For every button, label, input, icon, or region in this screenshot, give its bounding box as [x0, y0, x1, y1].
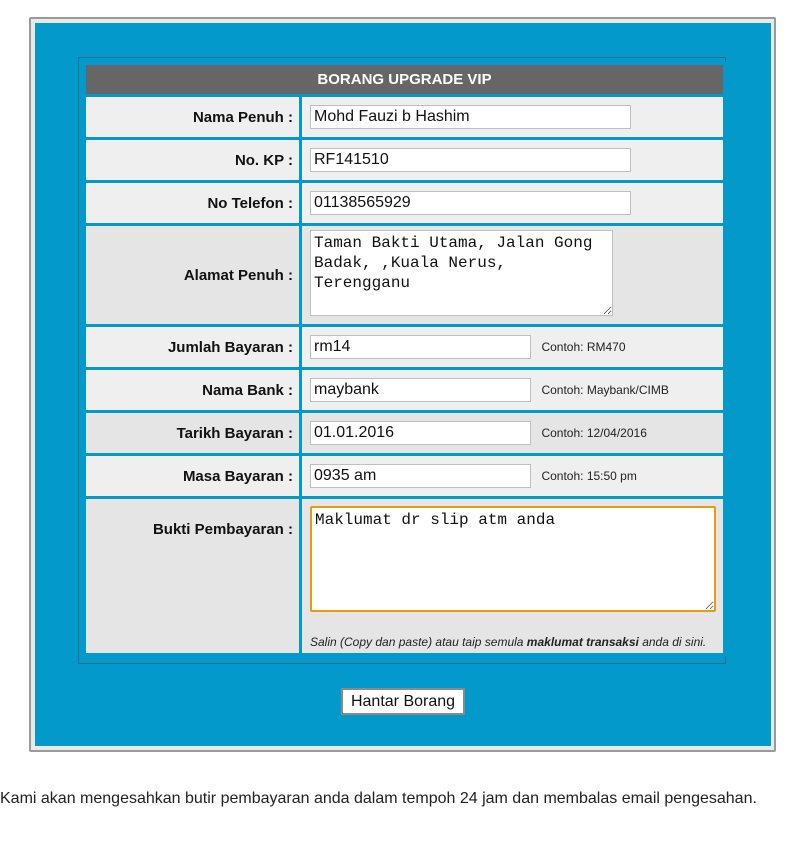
footer-note: Kami akan mengesahkan butir pembayaran anda dalam tempoh 24 jam dan membalas email pengesahan.: [0, 790, 757, 807]
telefon-input[interactable]: [310, 191, 631, 215]
alamat-label: Alamat Penuh :: [86, 226, 299, 324]
tarikh-input[interactable]: [310, 421, 531, 445]
tarikh-hint: Contoh: 12/04/2016: [541, 426, 647, 440]
tarikh-label: Tarikh Bayaran :: [86, 413, 299, 453]
bukti-label: Bukti Pembayaran :: [86, 499, 299, 653]
kp-input[interactable]: [310, 148, 631, 172]
bukti-note-text: Salin (Copy dan paste) atau taip semula: [310, 635, 527, 649]
jumlah-label: Jumlah Bayaran :: [86, 327, 299, 367]
bukti-note-tail: anda di sini.: [638, 635, 707, 649]
bank-label: Nama Bank :: [86, 370, 299, 410]
bukti-note: [310, 635, 723, 649]
bank-hint: Contoh: Maybank/CIMB: [541, 383, 669, 397]
masa-hint: Contoh: 15:50 pm: [541, 469, 637, 483]
alamat-textarea[interactable]: [310, 230, 613, 316]
nama-label: Nama Penuh :: [86, 97, 299, 137]
upgrade-form-table: [83, 62, 726, 656]
masa-label: Masa Bayaran :: [86, 456, 299, 496]
form-title: BORANG UPGRADE VIP: [86, 65, 723, 94]
nama-input[interactable]: [310, 105, 631, 129]
jumlah-input[interactable]: [310, 335, 531, 359]
masa-input[interactable]: [310, 464, 531, 488]
jumlah-hint: Contoh: RM470: [541, 340, 626, 354]
bukti-note-bold: maklumat transaksi: [526, 635, 639, 649]
bukti-textarea[interactable]: [310, 506, 716, 612]
kp-label: No. KP :: [86, 140, 299, 180]
telefon-label: No Telefon :: [86, 183, 299, 223]
submit-button[interactable]: Hantar Borang: [341, 688, 465, 715]
bank-input[interactable]: [310, 378, 531, 402]
